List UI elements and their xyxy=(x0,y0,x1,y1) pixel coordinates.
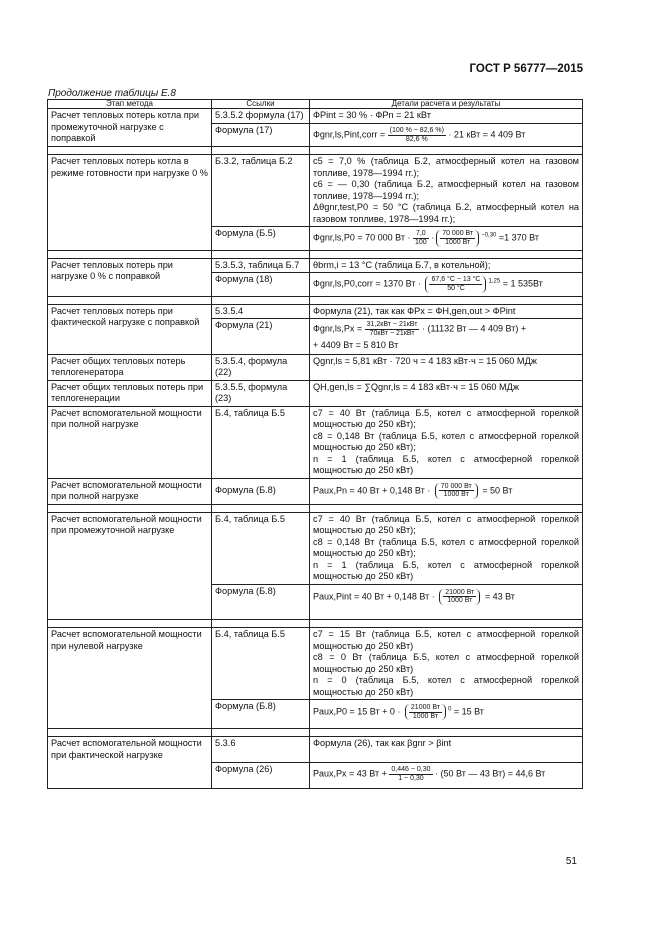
method-cell: Расчет общих тепловых потерь теплогенератора xyxy=(48,354,212,380)
method-cell: Расчет вспомогательной мощности при полной нагрузке xyxy=(48,478,212,504)
formula-rhs: =1 370 Вт xyxy=(498,232,539,243)
ref-cell: 5.3.6 xyxy=(212,737,310,763)
parenthesis xyxy=(435,483,478,499)
ref-cell: Формула (Б.8) xyxy=(212,700,310,729)
ref-cell: Формула (21) xyxy=(212,319,310,355)
detail-line: c6 = — 0,30 (таблица Б.2, атмосферный котел на газовом топливе, 1978—1994 гг.); xyxy=(313,179,579,201)
detail-line: c7 = 15 Вт (таблица Б.5, котел с атмосферной горелкой мощностью до 250 кВт) xyxy=(313,629,579,651)
col-header-method: Этап метода xyxy=(48,100,212,109)
formula-cell xyxy=(310,273,583,296)
fraction xyxy=(429,276,482,292)
denominator: 1000 Вт xyxy=(447,597,473,605)
parenthesis xyxy=(436,230,479,246)
parenthesis xyxy=(439,589,480,605)
ref-cell: Формула (17) xyxy=(212,123,310,146)
table-row xyxy=(48,737,583,763)
ref-cell: 5.3.5.4, формула (22) xyxy=(212,354,310,380)
ref-cell: 5.3.5.4 xyxy=(212,304,310,319)
denominator: 1000 Вт xyxy=(443,491,469,499)
detail-cell xyxy=(310,155,583,227)
method-cell: Расчет общих тепловых потерь при теплогенерации xyxy=(48,380,212,406)
table-row xyxy=(48,155,583,227)
formula-lhs: Фgnr,ls,Px = xyxy=(313,323,363,334)
formula-rhs: = 43 Вт xyxy=(484,591,515,602)
numerator: 7,0 xyxy=(413,230,429,239)
ref-cell: Формула (26) xyxy=(212,762,310,788)
numerator: 31,2кВт − 21кВт xyxy=(366,321,418,329)
table-row xyxy=(48,304,583,319)
ref-cell: 5.3.5.5, формула (23) xyxy=(212,380,310,406)
standard-header: ГОСТ Р 56777—2015 xyxy=(469,63,583,75)
detail-line: Δθgnr,test,P0 = 50 °C (таблица Б.2, атмосферный котел на газовом топливе, 1978—1994 гг.); xyxy=(313,202,579,224)
ref-cell: 5.3.5.2 формула (17) xyxy=(212,109,310,124)
detail-cell xyxy=(310,406,583,478)
denominator: 100 xyxy=(415,238,427,246)
table-caption: Продолжение таблицы Е.8 xyxy=(48,88,176,99)
formula-continuation: + 4409 Вт = 5 810 Вт xyxy=(313,340,399,351)
numerator: 70 000 Вт xyxy=(442,230,474,238)
method-cell: Расчет вспомогательной мощности при фактической нагрузке xyxy=(48,737,212,789)
formula-cell xyxy=(310,319,583,355)
numerator: (100 % − 82,6 %) xyxy=(389,126,444,134)
detail-line: c8 = 0,148 Вт (таблица Б.5, котел с атмосферной горелкой мощностью до 250 кВт); xyxy=(313,536,579,559)
detail-line: c8 = 0,148 Вт (таблица Б.5, котел с атмосферной горелкой мощностью до 250 кВт); xyxy=(313,430,579,453)
denominator: 50 °C xyxy=(447,284,465,292)
ref-cell: Б.4, таблица Б.5 xyxy=(212,406,310,478)
formula-cell xyxy=(310,584,583,619)
ref-cell: 5.3.5.3, таблица Б.7 xyxy=(212,258,310,273)
detail-line: n = 1 (таблица Б.5, котел с атмосферной горелкой мощностью до 250 кВт) xyxy=(313,559,579,582)
table-row xyxy=(48,628,583,700)
denominator: 1000 Вт xyxy=(412,712,439,720)
formula-cell: Фgnr,ls,P0 = 70 000 Вт · $\frac{7,0}{100}$ · $\frac{70 000 Вт}{1000 Вт}$ $^{-0,30}$ =1 370 Вт xyxy=(310,227,583,250)
table-row xyxy=(48,512,583,584)
formula-lhs: Paux,P0 = 15 Вт + 0 · xyxy=(313,706,401,717)
formula-rhs: = 50 Вт xyxy=(482,485,513,496)
numerator: 21000 Вт xyxy=(445,588,475,596)
col-header-refs: Ссылки xyxy=(212,100,310,109)
table-row xyxy=(48,478,583,504)
detail-cell: θbrm,i = 13 °C (таблица Б.7, в котельной); xyxy=(310,258,583,273)
fraction xyxy=(443,589,476,605)
formula-cell xyxy=(310,700,583,729)
method-cell: Расчет вспомогательной мощности при нулевой нагрузке xyxy=(48,628,212,729)
ref-cell: Формула (18) xyxy=(212,273,310,296)
formula-rhs: · (50 Вт — 43 Вт) = 44,6 Вт xyxy=(435,768,546,779)
fraction xyxy=(365,321,420,337)
exponent: 0 xyxy=(447,706,452,713)
detail-cell: Qgnr,ls = 5,81 кВт · 720 ч = 4 183 кВт·ч = 15 060 МДж xyxy=(310,354,583,380)
denominator: 70кВт − 21кВт xyxy=(369,329,415,337)
table-row xyxy=(48,354,583,380)
formula-lhs: Paux,Pint = 40 Вт + 0,148 Вт · xyxy=(313,591,435,602)
numerator: 21000 Вт xyxy=(410,704,440,712)
detail-cell: ФPint = 30 % · ФPn = 21 кВт xyxy=(310,109,583,124)
detail-line: n = 1 (таблица Б.5, котел с атмосферной горелкой мощностью до 250 кВт) xyxy=(313,453,579,476)
ref-cell: Формула (Б.5) xyxy=(212,227,310,250)
method-cell: Расчет тепловых потерь при нагрузке 0 % с поправкой xyxy=(48,258,212,296)
formula-cell xyxy=(310,478,583,504)
formula-cell xyxy=(310,762,583,788)
formula-lhs: Фgnr,ls,Pint,corr = xyxy=(313,129,386,140)
formula-rhs: · (11132 Вт — 4 409 Вт) + xyxy=(421,323,527,334)
ref-cell: Б.3.2, таблица Б.2 xyxy=(212,155,310,227)
table-row xyxy=(48,109,583,124)
formula-lhs: Paux,Pn = 40 Вт + 0,148 Вт · xyxy=(313,485,431,496)
detail-cell xyxy=(310,512,583,584)
calculation-table xyxy=(47,99,583,789)
fraction xyxy=(413,230,429,246)
fraction xyxy=(388,127,446,143)
exponent: −0,30 xyxy=(481,232,497,239)
method-cell: Расчет тепловых потерь котла в режиме готовности при нагрузке 0 % xyxy=(48,155,212,250)
parenthesis xyxy=(425,276,486,292)
denominator: 1000 Вт xyxy=(445,238,471,246)
formula-cell xyxy=(310,123,583,146)
numerator: 0,446 − 0,30 xyxy=(391,765,431,773)
detail-cell xyxy=(310,628,583,700)
page-number: 51 xyxy=(565,856,577,867)
col-header-details: Детали расчета и результаты xyxy=(310,100,583,109)
method-cell: Расчет тепловых потерь при фактической нагрузке с поправкой xyxy=(48,304,212,354)
detail-cell: Формула (21), так как ФPx = ФH,gen,out > ФPint xyxy=(310,304,583,319)
detail-cell: Формула (26), так как βgnr > βint xyxy=(310,737,583,763)
formula-lhs: Фgnr,ls,P0,corr = 1370 Вт · xyxy=(313,278,421,289)
exponent: 1,25 xyxy=(488,278,501,285)
table-row xyxy=(48,380,583,406)
detail-line: c5 = 7,0 % (таблица Б.2, атмосферный котел на газовом топливе, 1978—1994 гг.); xyxy=(313,156,579,178)
denominator: 82,6 % xyxy=(405,135,428,143)
ref-cell: Б.4, таблица Б.5 xyxy=(212,512,310,584)
parenthesis xyxy=(405,704,446,720)
fraction xyxy=(439,483,474,499)
table-row xyxy=(48,406,583,478)
formula-rhs: = 1 535Вт xyxy=(502,278,543,289)
denominator: 1 − 0,30 xyxy=(398,774,424,782)
formula-rhs: = 15 Вт xyxy=(453,706,484,717)
method-cell: Расчет тепловых потерь котла при промежуточной нагрузке с поправкой xyxy=(48,109,212,147)
numerator: 67,6 °C − 13 °C xyxy=(431,276,481,284)
formula-lhs: Фgnr,ls,P0 = 70 000 Вт · xyxy=(313,232,411,243)
formula-lhs: Paux,Px = 43 Вт + xyxy=(313,768,387,779)
ref-cell: Формула (Б.8) xyxy=(212,584,310,619)
detail-line: c7 = 40 Вт (таблица Б.5, котел с атмосферной горелкой мощностью до 250 кВт); xyxy=(313,407,579,430)
method-cell: Расчет вспомогательной мощности при промежуточной нагрузке xyxy=(48,512,212,619)
ref-cell: Формула (Б.8) xyxy=(212,478,310,504)
fraction xyxy=(409,704,442,720)
ref-cell: Б.4, таблица Б.5 xyxy=(212,628,310,700)
formula-rhs: · 21 кВт = 4 409 Вт xyxy=(448,129,526,140)
detail-line: n = 0 (таблица Б.5, котел с атмосферной горелкой мощностью до 250 кВт) xyxy=(313,675,579,697)
fraction xyxy=(389,766,432,782)
fraction xyxy=(440,230,475,246)
table-header-row xyxy=(48,100,583,109)
method-cell: Расчет вспомогательной мощности при полной нагрузке xyxy=(48,406,212,478)
numerator: 70 000 Вт xyxy=(440,482,472,490)
detail-line: c8 = 0 Вт (таблица Б.5, котел с атмосферной горелкой мощностью до 250 кВт) xyxy=(313,652,579,674)
detail-cell: QH,gen,ls = ∑Qgnr,ls = 4 183 кВт·ч = 15 060 МДж xyxy=(310,380,583,406)
table-row xyxy=(48,258,583,273)
detail-line: c7 = 40 Вт (таблица Б.5, котел с атмосферной горелкой мощностью до 250 кВт); xyxy=(313,513,579,536)
